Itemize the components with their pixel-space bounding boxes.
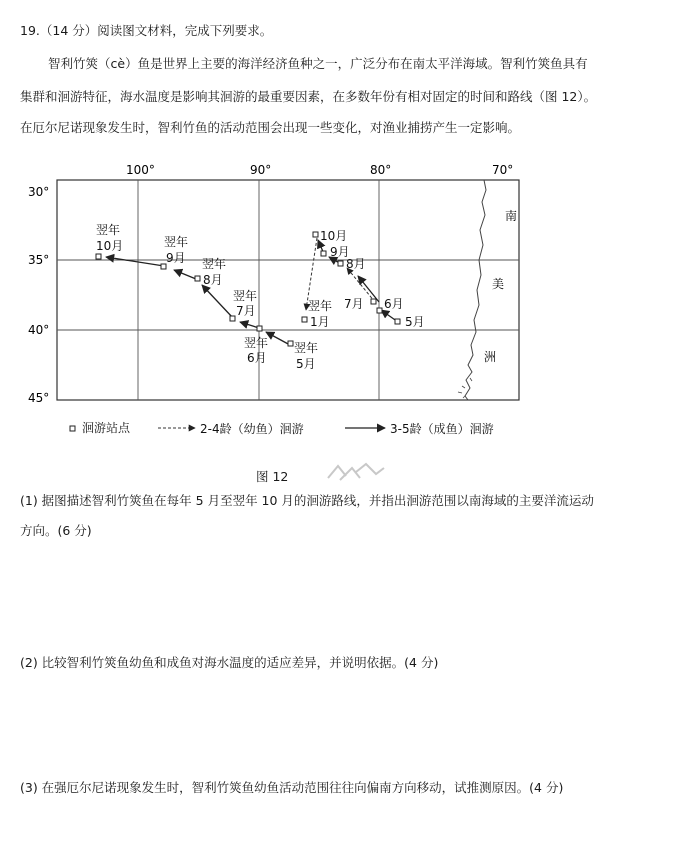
- station-label: 翌年: [202, 257, 227, 271]
- material-line-2: 集群和洄游特征，海水温度是影响其洄游的最重要因素，在多数年份有相对固定的时间和路线（图 12）。: [20, 89, 597, 104]
- station-marker: [395, 319, 400, 324]
- watermark-logo: [326, 460, 386, 482]
- lon-label-80: 80°: [370, 163, 392, 177]
- lat-label-40: 40°: [28, 323, 50, 337]
- migration-map: [0, 160, 692, 460]
- station-label: 翌年: [308, 299, 333, 313]
- legend-station-label: 洄游站点: [82, 421, 131, 435]
- lat-label-30: 30°: [28, 185, 50, 199]
- sub-question-1-line-1: (1) 据图描述智利竹筴鱼在每年 5 月至翌年 10 月的洄游路线，并指出洄游范围以南海域的主要洋流运动: [20, 493, 594, 508]
- sub-question-2: (2) 比较智利竹筴鱼幼鱼和成鱼对海水温度的适应差异，并说明依据。(4 分): [20, 655, 439, 670]
- legend: [70, 420, 494, 436]
- lon-label-100: 100°: [126, 163, 155, 177]
- continent-label-zhou: 洲: [484, 350, 497, 364]
- station-marker: [371, 299, 376, 304]
- continent-label-nan: 南: [505, 209, 518, 223]
- figure-caption: 图 12: [256, 469, 289, 484]
- map-frame: [57, 180, 519, 400]
- station-marker: [313, 232, 318, 237]
- station-label: 翌年: [244, 336, 269, 350]
- station-label: 9月: [330, 245, 350, 259]
- station-label: 8月: [346, 257, 366, 271]
- station-marker: [377, 308, 382, 313]
- lon-label-90: 90°: [250, 163, 272, 177]
- station-label: 7月: [236, 304, 256, 318]
- station-label: 5月: [405, 315, 425, 329]
- station-marker: [195, 276, 200, 281]
- lat-label-45: 45°: [28, 391, 50, 405]
- question-header: 19.（14 分）阅读图文材料，完成下列要求。: [20, 23, 273, 38]
- station-marker: [338, 261, 343, 266]
- station-label: 6月: [247, 351, 267, 365]
- station-marker: [302, 317, 307, 322]
- station-label: 翌年: [233, 289, 258, 303]
- station-label: 翌年: [294, 341, 319, 355]
- sub-question-3: (3) 在强厄尔尼诺现象发生时，智利竹筴鱼幼鱼活动范围往往向偏南方向移动，试推测原因。(4 分): [20, 780, 564, 795]
- station-label: 10月: [320, 229, 348, 243]
- coastline: [465, 180, 486, 400]
- station-label: 10月: [96, 239, 124, 253]
- legend-juvenile-label: 2-4龄（幼鱼）洄游: [200, 422, 304, 436]
- station-label: 9月: [166, 251, 186, 265]
- legend-station-icon: [70, 426, 75, 431]
- station-marker: [96, 254, 101, 259]
- station-label: 翌年: [164, 235, 189, 249]
- station-marker: [257, 326, 262, 331]
- station-label: 8月: [203, 273, 223, 287]
- station-label: 5月: [296, 357, 316, 371]
- station-label: 翌年: [96, 223, 121, 237]
- continent-label-mei: 美: [492, 277, 505, 291]
- material-line-3: 在厄尔尼诺现象发生时，智利竹鱼的活动范围会出现一些变化，对渔业捕捞产生一定影响。: [20, 120, 521, 135]
- station-marker: [230, 316, 235, 321]
- station-label: 6月: [384, 297, 404, 311]
- graticule: [57, 180, 519, 400]
- sub-question-1-line-2: 方向。(6 分): [20, 523, 92, 538]
- lon-label-70: 70°: [492, 163, 514, 177]
- station-label: 7月: [344, 297, 364, 311]
- material-line-1: 智利竹筴（cè）鱼是世界上主要的海洋经济鱼种之一，广泛分布在南太平洋海域。智利竹筴鱼具有: [48, 56, 588, 71]
- station-label: 1月: [310, 315, 330, 329]
- legend-adult-label: 3-5龄（成鱼）洄游: [390, 422, 494, 436]
- station-marker: [288, 341, 293, 346]
- lat-label-35: 35°: [28, 253, 50, 267]
- station-marker: [321, 251, 326, 256]
